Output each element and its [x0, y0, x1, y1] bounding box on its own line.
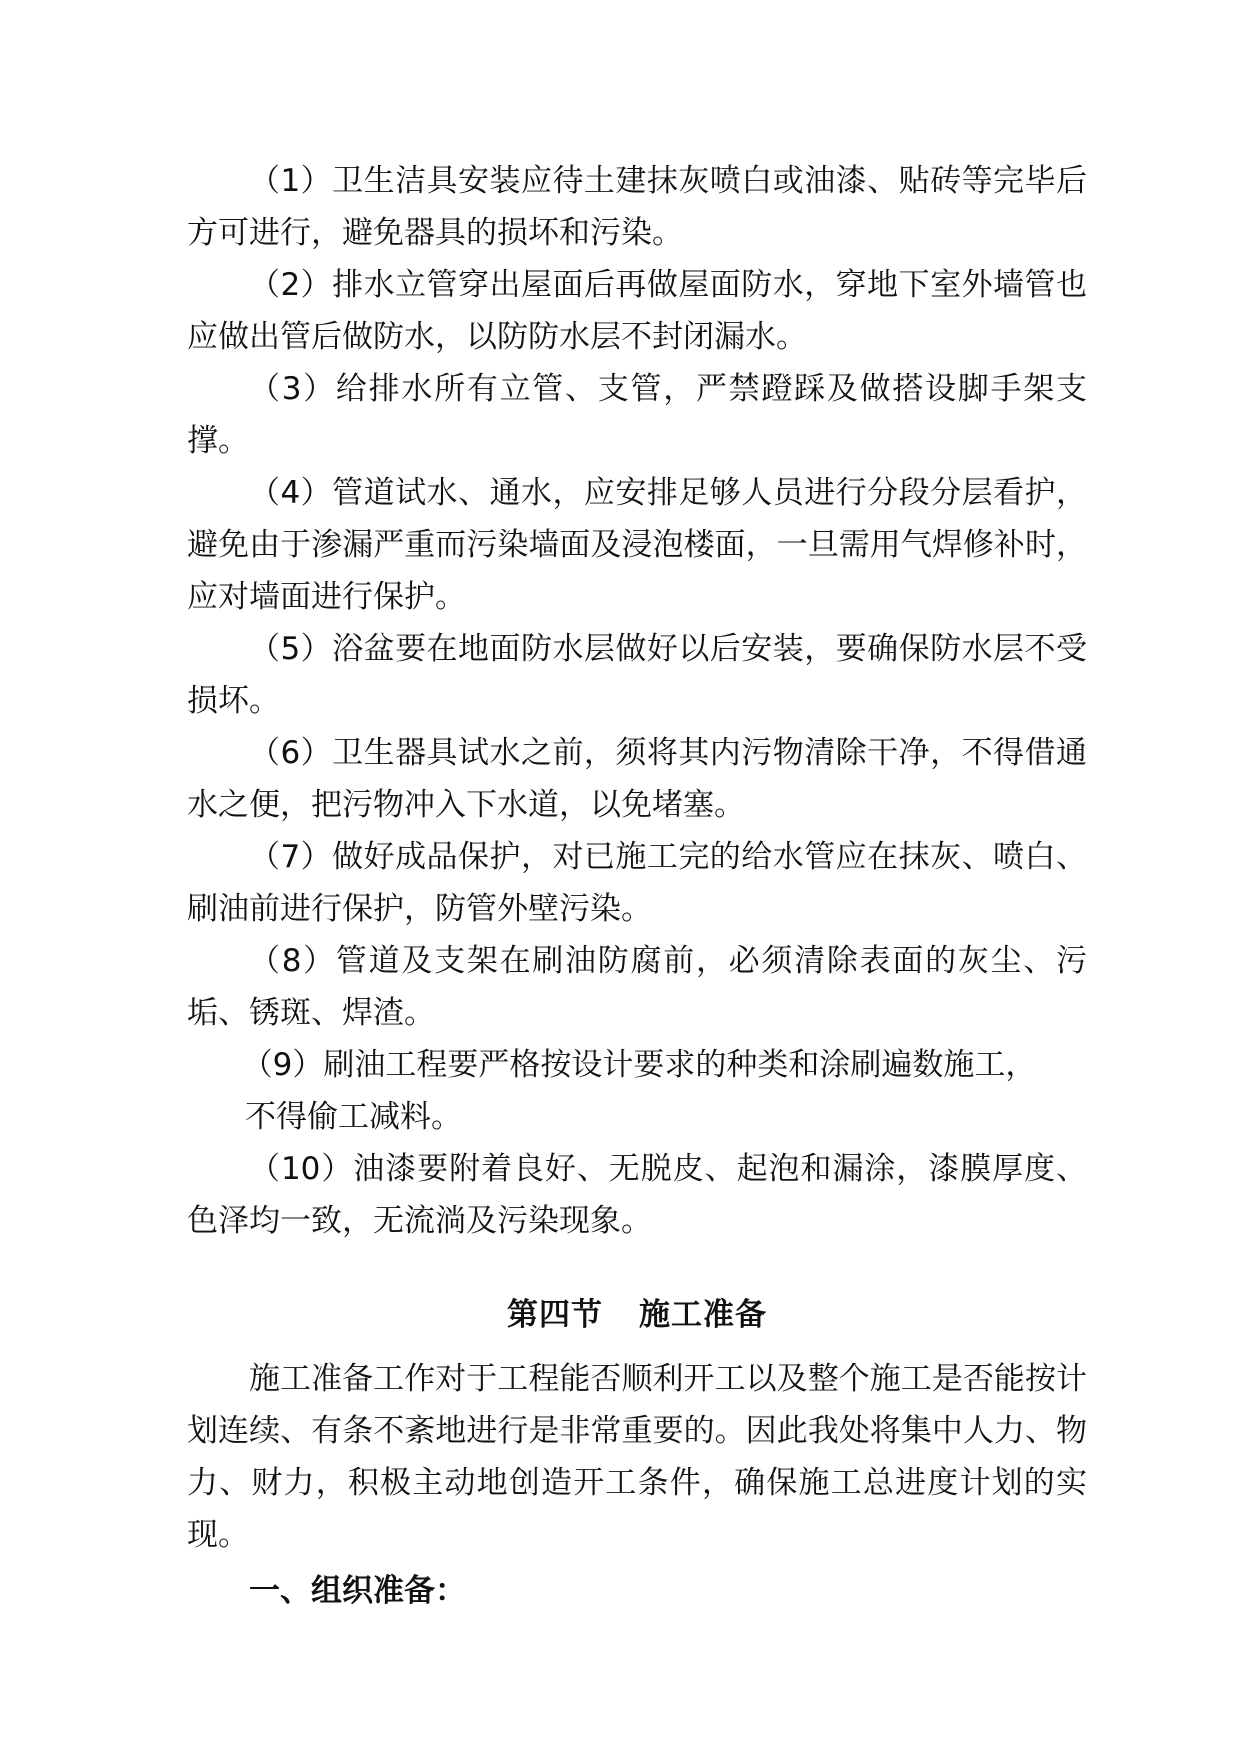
list-item-6: （6）卫生器具试水之前，须将其内污物清除干净，不得借通水之便，把污物冲入下水道，以免堵塞。 [187, 735, 1087, 823]
list-item-1: （1）卫生洁具安装应待土建抹灰喷白或油漆、贴砖等完毕后方可进行，避免器具的损坏和污染。 [187, 163, 1087, 251]
list-item-8: （8）管道及支架在刷油防腐前，必须清除表面的灰尘、污垢、锈斑、焊渣。 [187, 943, 1087, 1031]
list-item-2: （2）排水立管穿出屋面后再做屋面防水，穿地下室外墙管也应做出管后做防水，以防防水层不封闭漏水。 [187, 267, 1087, 355]
list-item-10: （10）油漆要附着良好、无脱皮、起泡和漏涂，漆膜厚度、色泽均一致，无流淌及污染现象。 [187, 1151, 1087, 1239]
list-item-9-line-2: 不得偷工减料。 [245, 1099, 462, 1135]
subsection-heading: 一、组织准备： [249, 1573, 466, 1609]
section-heading [187, 1289, 1087, 1341]
list-item-7: （7）做好成品保护，对已施工完的给水管应在抹灰、喷白、刷油前进行保护，防管外壁污染。 [187, 839, 1087, 927]
list-item-9-line-1: （9）刷油工程要严格按设计要求的种类和涂刷遍数施工， [241, 1047, 1037, 1083]
list-item-5: （5）浴盆要在地面防水层做好以后安装，要确保防水层不受损坏。 [187, 631, 1087, 719]
list-item-3: （3）给排水所有立管、支管，严禁蹬踩及做搭设脚手架支撑。 [187, 371, 1087, 459]
section-title: 施工准备 [639, 1297, 767, 1333]
document-body [187, 155, 1087, 1617]
list-item-4: （4）管道试水、通水，应安排足够人员进行分段分层看护，避免由于渗漏严重而污染墙面及浸泡楼面，一旦需用气焊修补时，应对墙面进行保护。 [187, 475, 1087, 615]
section-intro: 施工准备工作对于工程能否顺利开工以及整个施工是否能按计划连续、有条不紊地进行是非常重要的。因此我处将集中人力、物力、财力，积极主动地创造开工条件，确保施工总进度计划的实现。 [187, 1361, 1087, 1553]
section-number: 第四节 [507, 1297, 603, 1333]
